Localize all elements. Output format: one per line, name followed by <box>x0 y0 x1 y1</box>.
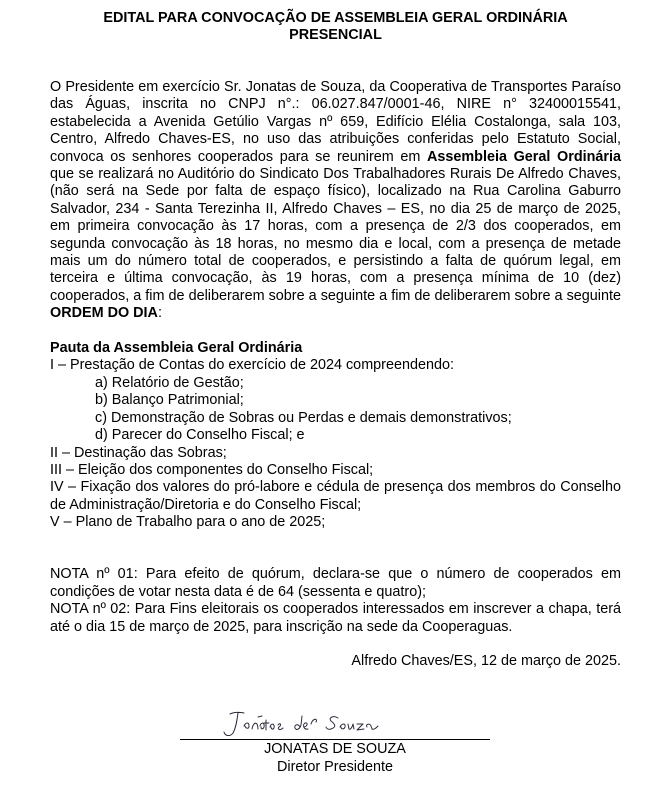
document-body <box>50 79 621 671</box>
signature-block <box>180 708 490 786</box>
signature-line <box>180 739 490 740</box>
intro-text-3: : <box>157 305 162 322</box>
intro-text-1: O Presidente em exercício Sr. Jonatas de Souza, da Cooperativa de Transportes Paraíso das Águas, inscrita no CNPJ n°.: 06.027.847/0001-46, NIRE n° 32400015541, estabelecida a Avenida Getúlio Vargas nº 659, Edifício Elélia Costalonga, sala 103, Centro, Alfredo Chaves-ES, no uso das atribuições conferidas pelo Estatuto Social, convoca os senhores cooperados para se reunirem em <box>50 79 621 165</box>
agenda-item-3: III – Eleição dos componentes do Conselho Fiscal; <box>50 461 374 478</box>
intro-paragraph <box>50 79 621 323</box>
agenda-heading: Pauta da Assembleia Geral Ordinária <box>50 340 303 357</box>
handwritten-signature <box>200 708 390 740</box>
signer-role: Diretor Presidente <box>277 759 393 775</box>
note-2: NOTA nº 02: Para Fins eleitorais os cooperados interessados em inscrever a chapa, terá até o dia 15 de março de 2025, para inscrição na sede da Cooperaguas. <box>50 601 621 635</box>
agenda-item-4: IV – Fixação dos valores do pró-labore e cédula de presença dos membros do Conselho de Administração/Diretoria e do Conselho Fiscal; <box>50 479 621 513</box>
document-title <box>50 10 621 44</box>
agenda-subitem-a: a) Relatório de Gestão; <box>95 374 244 391</box>
place-date: Alfredo Chaves/ES, 12 de março de 2025. <box>351 653 621 670</box>
signer-name: JONATAS DE SOUZA <box>264 741 406 757</box>
title-line-1: EDITAL PARA CONVOCAÇÃO DE ASSEMBLEIA GERAL ORDINÁRIA <box>103 10 568 26</box>
agenda-item-1: I – Prestação de Contas do exercício de 2024 compreendendo: <box>50 357 454 374</box>
agenda-item-2: II – Destinação das Sobras; <box>50 444 227 461</box>
intro-bold-agenda: ORDEM DO DIA <box>50 305 158 322</box>
agenda-subitem-d: d) Parecer do Conselho Fiscal; e <box>95 427 305 444</box>
note-1: NOTA nº 01: Para efeito de quórum, declara-se que o número de cooperados em condições de votar nesta data é de 64 (sessenta e quatro); <box>50 566 621 600</box>
agenda-subitem-b: b) Balanço Patrimonial; <box>95 392 244 409</box>
intro-text-2: que se realizará no Auditório do Sindicato Dos Trabalhadores Rurais De Alfredo Chaves, (não será na Sede por falta de espaço físico), localizado na Rua Carolina Gaburro Salvador, 234 - Santa Terezinha II, Alfredo Chaves – ES, no dia 25 de março de 2025, em primeira convocação às 17 horas, com a presença de 2/3 dos cooperados, em segunda convocação às 18 horas, no mesmo dia e local, com a presença de metade mais um do número total de cooperados, e persistindo a falta de quórum legal, em terceira e última convocação, às 19 horas, com a presença mínima de 10 (dez) cooperados, a fim de deliberarem sobre a seguinte a fim de deliberarem sobre a seguinte <box>50 166 621 304</box>
agenda-subitem-c: c) Demonstração de Sobras ou Perdas e demais demonstrativos; <box>95 409 512 426</box>
title-line-2: PRESENCIAL <box>289 27 382 43</box>
intro-bold-assembly: Assembleia Geral Ordinária <box>426 148 622 165</box>
agenda-item-5: V – Plano de Trabalho para o ano de 2025; <box>50 514 326 531</box>
